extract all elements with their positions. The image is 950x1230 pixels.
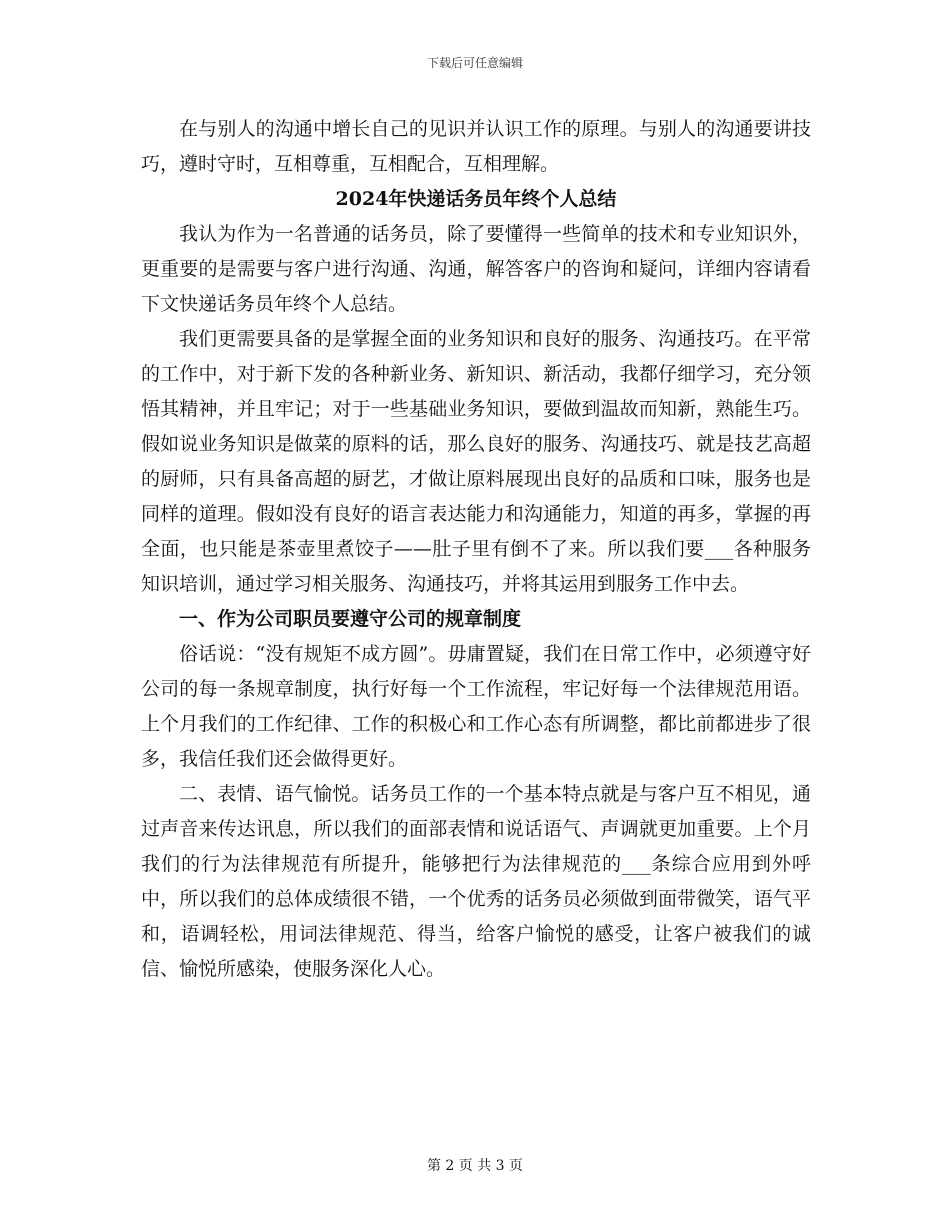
paragraph-2: 我们更需要具备的是掌握全面的业务知识和良好的服务、沟通技巧。在平常的工作中，对于新下发的各种新业务、新知识、新活动，我都仔细学习，充分领悟其精神，并且牢记；对于一些基础业务知识，要做到温故而知新，熟能生巧。假如说业务知识是做菜的原料的话，那么良好的服务、沟通技巧、就是技艺高超的厨师，只有具备高超的厨艺，才做让原料展现出良好的品质和口味，服务也是同样的道理。假如没有良好的语言表达能力和沟通能力，知道的再多，掌握的再全面，也只能是茶壶里煮饺子——肚子里有倒不了来。所以我们要___各种服务知识培训，通过学习相关服务、沟通技巧，并将其运用到服务工作中去。 <box>141 328 811 595</box>
document-body <box>141 112 811 987</box>
paragraph-3: 俗话说：“没有规矩不成方圆”。毋庸置疑，我们在日常工作中，必须遵守好公司的每一条规章制度，执行好每一个工作流程，牢记好每一个法律规范用语。上个月我们的工作纪律、工作的积极心和工作心态有所调整，都比前都进步了很多，我信任我们还会做得更好。 <box>141 643 811 770</box>
paragraph-1: 我认为作为一名普通的话务员，除了要懂得一些简单的技术和专业知识外，更重要的是需要与客户进行沟通、沟通，解答客户的咨询和疑问，详细内容请看下文快递话务员年终个人总结。 <box>141 223 811 315</box>
document-title: 2024年快递话务员年终个人总结 <box>335 188 617 210</box>
paragraph-4: 二、表情、语气愉悦。话务员工作的一个基本特点就是与客户互不相见，通过声音来传达讯息，所以我们的面部表情和说话语气、声调就更加重要。上个月我们的行为法律规范有所提升，能够把行为法律规范的___条综合应用到外呼中，所以我们的总体成绩很不错，一个优秀的话务员必须做到面带微笑，语气平和，语调轻松，用词法律规范、得当，给客户愉悦的感受，让客户被我们的诚信、愉悦所感染，使服务深化人心。 <box>141 783 811 980</box>
page-header: 下载后可任意编辑 <box>426 56 523 70</box>
page-number: 第 2 页 共 3 页 <box>426 1158 524 1174</box>
intro-paragraph: 在与别人的沟通中增长自己的见识并认识工作的原理。与别人的沟通要讲技巧，遵时守时，互相尊重，互相配合，互相理解。 <box>141 118 811 175</box>
section-1-heading: 一、作为公司职员要遵守公司的规章制度 <box>179 608 522 630</box>
